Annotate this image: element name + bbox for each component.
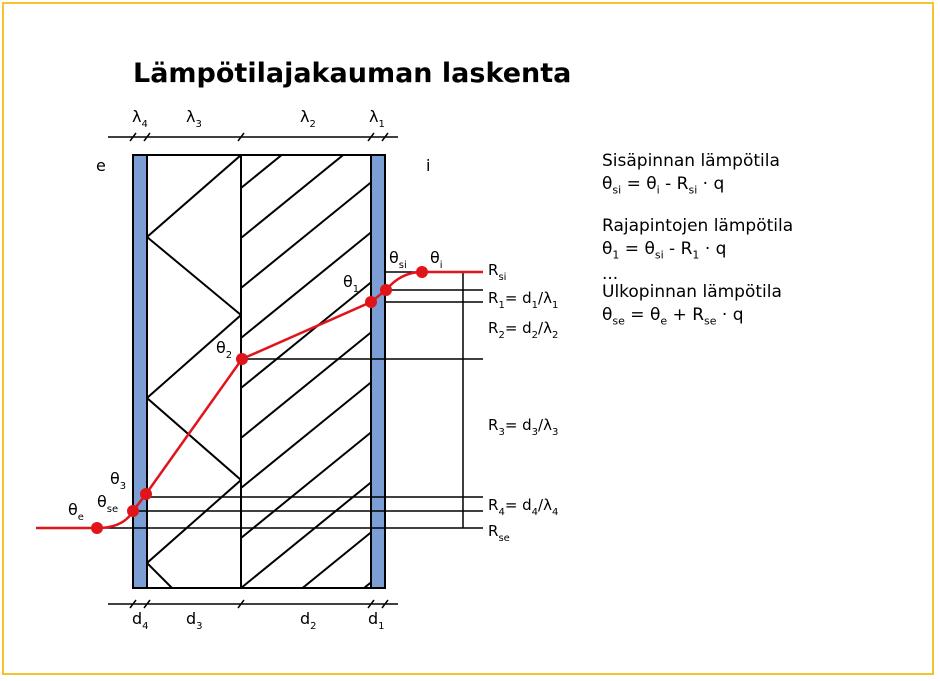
outer-surface-layer [133,155,147,588]
temperature-curve [36,272,483,528]
theta-1-label: $\theta_1$ [343,272,360,295]
theta-2-label: $\theta_2$ [216,338,233,361]
formula-panel [602,150,793,332]
inside-label: i [426,156,431,175]
inner-surface-layer [371,155,385,588]
lambda-1-label: $\lambda_1$ [369,107,385,130]
interface-heading: Rajapintojen lämpötila [602,216,794,237]
outer-surface-formula: $\theta_{se} = \theta_e + R_{se} \cdot q$ [602,304,744,328]
interface-formula: $\theta_1 = \theta_{si} - R_1 \cdot q$ [602,239,727,262]
d-1-label: $d_1$ [368,609,385,632]
inner-surface-heading: Sisäpinnan lämpötila [602,151,780,171]
r-se-label: $R_{se}$ [488,522,510,544]
page-title: Lämpötilajakauman laskenta [133,58,572,89]
bottom-dimension-line [108,600,398,608]
point-theta-2 [236,353,248,365]
r-2-label: $R_2= d_2/\lambda_2$ [488,319,559,341]
r-4-label: $R_4= d_4/\lambda_4$ [488,496,559,518]
r-1-label: $R_1= d_1/\lambda_1$ [488,289,559,311]
d-2-label: $d_2$ [300,609,317,632]
point-theta-se [127,505,139,517]
theta-3-label: $\theta_3$ [110,469,127,492]
lambda-2-label: $\lambda_2$ [300,107,316,130]
theta-i-label: $\theta_i$ [430,248,443,271]
r-3-label: $R_3= d_3/\lambda_3$ [488,416,559,438]
point-theta-1 [365,296,377,308]
outer-surface-heading: Ulkopinnan lämpötila [602,281,782,302]
point-theta-si [416,266,428,278]
ellipsis: ... [602,263,619,284]
point-theta-e [91,522,103,534]
lambda-3-label: $\lambda_3$ [186,107,202,130]
theta-se-label: $\theta_{se}$ [97,492,119,515]
theta-si-label: $\theta_{si}$ [389,248,407,271]
r-si-label: $R_{si}$ [488,261,507,283]
layer-3-insulation [147,155,241,588]
d-4-label: $d_4$ [132,609,149,632]
inner-surface-formula: $\theta_{si} = \theta_i - R_{si} \cdot q$ [602,174,725,197]
top-dimension-line [108,133,398,141]
theta-e-label: $\theta_e$ [68,500,84,523]
point-theta-1b [380,284,392,296]
point-theta-3 [140,488,152,500]
lambda-4-label: $\lambda_4$ [132,107,148,130]
resistance-lines [100,272,483,528]
outside-label: e [96,156,106,175]
d-3-label: $d_3$ [186,609,203,632]
